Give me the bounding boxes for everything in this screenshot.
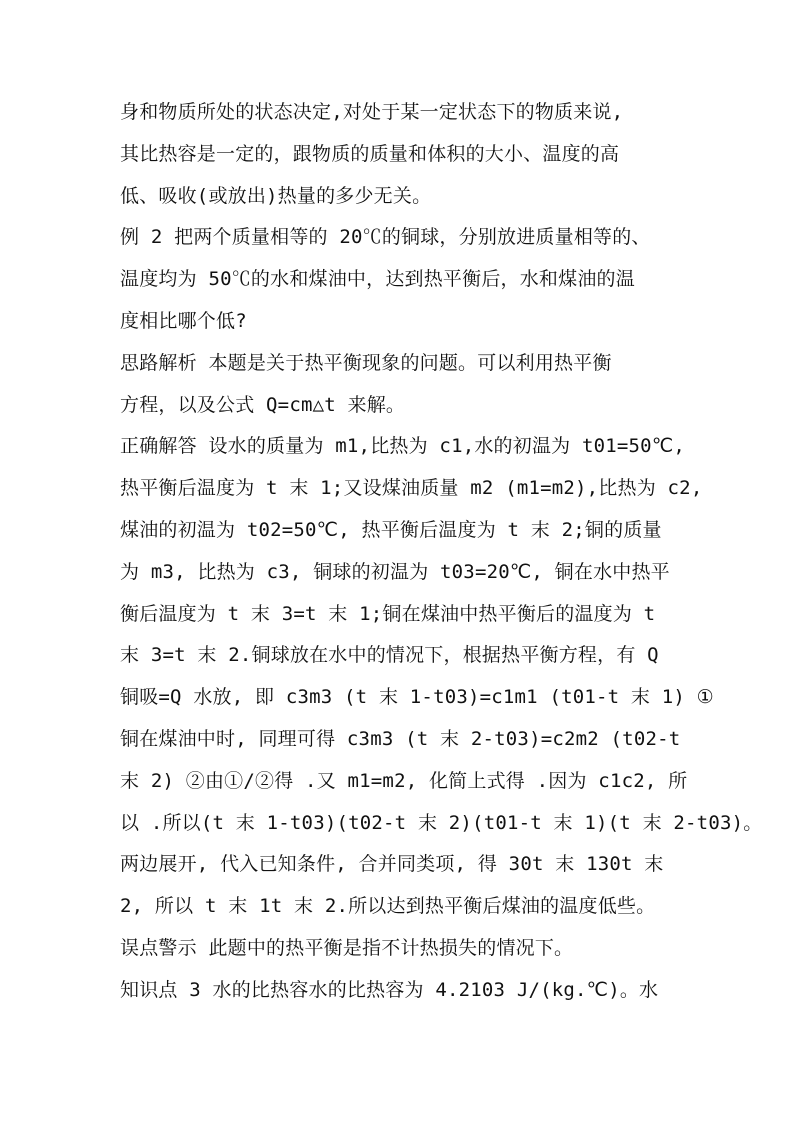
text-line: 末 3=t 末 2.铜球放在水中的情况下，根据热平衡方程，有 Q	[120, 644, 659, 667]
text-line: 衡后温度为 t 末 3=t 末 1;铜在煤油中热平衡后的温度为 t	[120, 602, 656, 625]
text-line: 两边展开, 代入已知条件, 合并同类项, 得 30t 末 130t 末	[120, 853, 664, 876]
example-heading-line: 例 2 把两个质量相等的 20℃的铜球，分别放进质量相等的、	[120, 226, 651, 249]
text-line: 铜吸=Q 水放, 即 c3m3 (t 末 1-t03)=c1m1 (t01-t 末 1) ①	[120, 686, 714, 709]
text-line: 温度均为 50℃的水和煤油中，达到热平衡后，水和煤油的温	[120, 268, 635, 291]
document-body	[120, 92, 763, 1012]
text-line: 身和物质所处的状态决定,对处于某一定状态下的物质来说,	[120, 101, 624, 123]
text-line: 2, 所以 t 末 1t 末 2.所以达到热平衡后煤油的温度低些。	[120, 895, 656, 918]
text-line: 煤油的初温为 t02=50℃, 热平衡后温度为 t 末 2;铜的质量	[120, 518, 662, 541]
text-line: 低、吸收(或放出)热量的多少无关。	[120, 184, 432, 207]
text-line: 为 m3, 比热为 c3, 铜球的初温为 t03=20℃, 铜在水中热平	[120, 560, 670, 583]
knowledge-point-line: 知识点 3 水的比热容水的比热容为 4.2103 J/(kg.℃)。水	[120, 978, 659, 1001]
text-line: 度相比哪个低?	[120, 309, 247, 332]
text-line: 其比热容是一定的，跟物质的质量和体积的大小、温度的高	[120, 142, 620, 165]
text-line: 铜在煤油中时, 同理可得 c3m3 (t 末 2-t03)=c2m2 (t02-t	[120, 727, 681, 750]
text-line: 末 2) ②由①/②得 .又 m1=m2, 化简上式得 .因为 c1c2, 所	[120, 769, 688, 792]
text-line: 以 .所以(t 末 1-t03)(t02-t 末 2)(t01-t 末 1)(t 末 2-t03)。	[120, 811, 763, 834]
warning-heading-line: 误点警示 此题中的热平衡是指不计热损失的情况下。	[120, 936, 574, 959]
text-line: 热平衡后温度为 t 末 1;又设煤油质量 m2 (m1=m2),比热为 c2,	[120, 477, 703, 500]
solution-heading-line: 正确解答 设水的质量为 m1,比热为 c1,水的初温为 t01=50℃,	[120, 435, 686, 458]
analysis-heading-line: 思路解析 本题是关于热平衡现象的问题。可以利用热平衡	[120, 351, 612, 374]
text-line: 方程，以及公式 Q=cm△t 来解。	[120, 393, 406, 416]
